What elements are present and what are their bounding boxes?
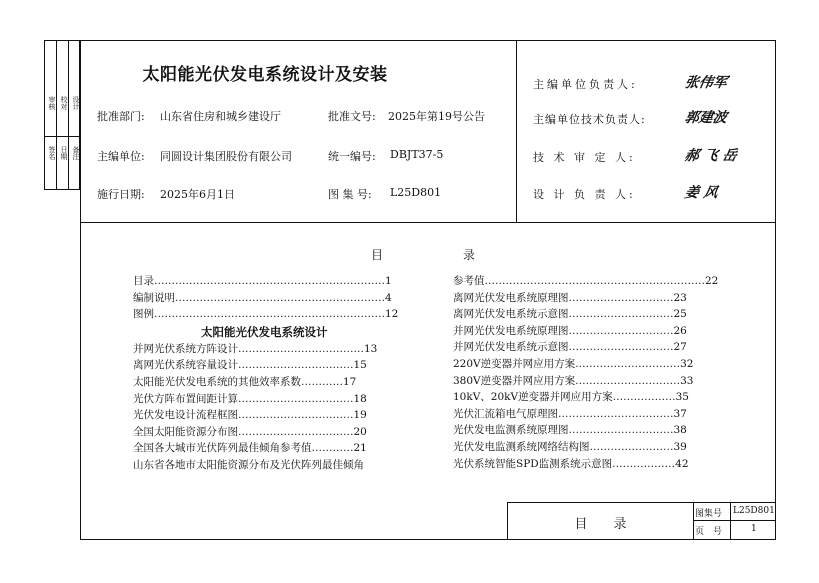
toc-item[interactable]: 光伏汇流箱电气原理图……………………………37 bbox=[453, 407, 687, 420]
approval-doc-value: 2025年第19号公告 bbox=[388, 110, 485, 123]
toc-item[interactable]: 全国各大城市光伏阵列最佳倾角参考值…………21 bbox=[133, 442, 367, 455]
header-vertical-divider bbox=[516, 40, 517, 222]
atlas-label: 图 集 号: bbox=[328, 188, 372, 201]
page-title: 太阳能光伏发电系统设计及安装 bbox=[142, 65, 388, 85]
toc-heading-right: 录 bbox=[463, 248, 476, 262]
side-strip-top-3: 设计 bbox=[72, 96, 80, 110]
toc-item[interactable]: 目录…………………………………………………………1 bbox=[133, 275, 392, 287]
approval-doc-label: 批准文号: bbox=[328, 110, 376, 123]
resp-signature-2: 郭建波 bbox=[683, 110, 729, 126]
toc-item[interactable]: 并网光伏发电系统示意图…………………………27 bbox=[453, 341, 687, 354]
side-strip-bottom-2: 日期 bbox=[60, 146, 68, 160]
toc-item[interactable]: 光伏发电设计流程框图……………………………19 bbox=[133, 409, 367, 422]
toc-item[interactable]: 太阳能光伏发电系统的其他效率系数…………17 bbox=[133, 375, 357, 388]
resp-role-1: 主编单位负责人: bbox=[533, 78, 638, 91]
date-value: 2025年6月1日 bbox=[160, 188, 235, 201]
title-block-name: 目 录 bbox=[574, 517, 627, 532]
toc-left-column bbox=[133, 273, 408, 474]
editor-label: 主编单位: bbox=[97, 150, 145, 163]
editor-value: 同圆设计集团股份有限公司 bbox=[160, 150, 292, 163]
toc-item[interactable]: 离网光伏系统容量设计……………………………15 bbox=[133, 359, 367, 372]
toc-item[interactable]: 并网光伏发电系统原理图…………………………26 bbox=[453, 324, 687, 337]
toc-item[interactable]: 图例…………………………………………………………12 bbox=[133, 308, 399, 321]
date-label: 施行日期: bbox=[97, 188, 145, 201]
toc-item[interactable]: 光伏发电监测系统原理图…………………………38 bbox=[453, 424, 687, 437]
side-strip-top-2: 校对 bbox=[60, 96, 68, 110]
title-block-page-value: 1 bbox=[751, 524, 757, 534]
resp-role-3: 技 术 审 定 人: bbox=[533, 151, 636, 164]
toc-item[interactable]: 光伏系统智能SPD监测系统示意图………………42 bbox=[453, 457, 689, 470]
title-block bbox=[507, 502, 776, 540]
code-label: 统一编号: bbox=[328, 150, 376, 163]
toc-item[interactable]: 编制说明……………………………………………………4 bbox=[133, 291, 392, 304]
header-divider bbox=[80, 222, 776, 223]
title-block-atlas-value: L25D801 bbox=[733, 506, 775, 516]
toc-item[interactable]: 全国太阳能资源分布图……………………………20 bbox=[133, 425, 367, 438]
resp-signature-4: 姜 风 bbox=[683, 185, 720, 201]
toc-item[interactable]: 光伏发电监测系统网络结构图……………………39 bbox=[453, 440, 687, 453]
toc-item[interactable]: 10kV、20kV逆变器并网应用方案………………35 bbox=[453, 391, 689, 404]
resp-role-4: 设 计 负 责 人: bbox=[533, 188, 636, 201]
toc-item[interactable]: 光伏方阵布置间距计算……………………………18 bbox=[133, 392, 367, 405]
toc-item[interactable]: 380V逆变器并网应用方案…………………………33 bbox=[453, 374, 694, 387]
toc-section-title: 太阳能光伏发电系统设计 bbox=[201, 324, 328, 339]
toc-right-column bbox=[453, 273, 728, 472]
title-block-atlas-label: 图集号 bbox=[695, 509, 723, 519]
toc-item[interactable]: 离网光伏发电系统原理图…………………………23 bbox=[453, 291, 687, 304]
approval-dept-label: 批准部门: bbox=[97, 110, 145, 123]
toc-item[interactable]: 山东省各地市太阳能资源分布及光伏阵列最佳倾角 bbox=[133, 458, 364, 471]
code-value: DBJT37-5 bbox=[390, 148, 444, 161]
approval-dept-value: 山东省住房和城乡建设厅 bbox=[160, 110, 281, 123]
side-strip-bottom-3: 备注 bbox=[72, 146, 80, 160]
toc-item[interactable]: 离网光伏发电系统示意图…………………………25 bbox=[453, 308, 687, 321]
atlas-value: L25D801 bbox=[390, 186, 442, 199]
side-strip-bottom-1: 签名 bbox=[48, 146, 56, 160]
resp-role-2: 主编单位技术负责人: bbox=[533, 113, 646, 126]
toc-heading-left: 目 bbox=[371, 248, 384, 262]
toc-item[interactable]: 参考值………………………………………………………22 bbox=[453, 275, 719, 287]
title-block-page-label: 页 号 bbox=[695, 527, 723, 537]
toc-item[interactable]: 220V逆变器并网应用方案…………………………32 bbox=[453, 357, 694, 370]
resp-signature-1: 张伟军 bbox=[683, 75, 729, 91]
resp-signature-3: 郝 飞 岳 bbox=[683, 148, 738, 164]
side-strip-top-1: 审核 bbox=[48, 96, 56, 110]
toc-item[interactable]: 并网光伏系统方阵设计………………………………13 bbox=[133, 342, 378, 355]
side-strip bbox=[44, 40, 80, 190]
